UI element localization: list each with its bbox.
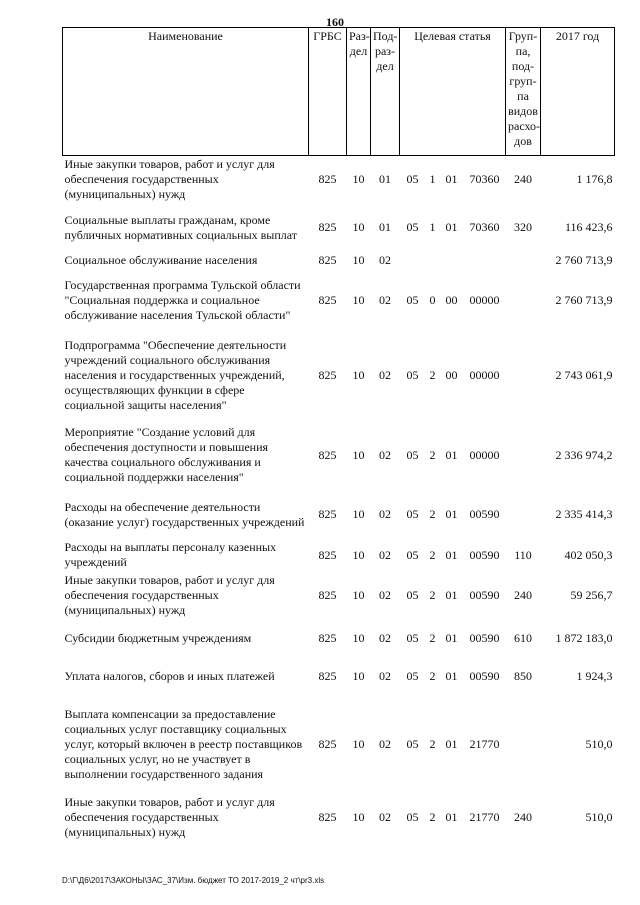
table-row	[63, 252, 615, 270]
row-target-program: 05	[406, 220, 419, 234]
col-header-group: Груп-па, под-груп-па видов расхо-дов	[506, 28, 541, 156]
row-target-program: 05	[406, 507, 419, 521]
row-podrazdel: 01	[379, 220, 391, 234]
row-target-direction	[464, 252, 506, 270]
row-podrazdel: 02	[379, 810, 391, 824]
row-target-program: 05	[406, 669, 419, 683]
table-row	[63, 491, 615, 539]
row-amount: 2 336 974,2	[555, 447, 613, 462]
row-podrazdel: 02	[379, 507, 391, 521]
row-target-direction: 70360	[469, 172, 500, 187]
table-row	[63, 572, 615, 620]
row-podrazdel: 01	[379, 172, 391, 187]
row-razdel: 10	[352, 810, 365, 824]
row-name: Социальное обслуживание населения	[64, 253, 258, 267]
row-target-direction: 21770	[469, 737, 500, 751]
row-amount: 510,0	[585, 737, 613, 751]
row-target-event: 01	[445, 631, 458, 645]
row-target-subprogram: 1	[429, 172, 436, 187]
table-row	[63, 420, 615, 491]
row-podrazdel: 02	[379, 547, 391, 562]
row-grbs: 825	[318, 507, 337, 521]
row-expense-type	[506, 420, 541, 491]
row-razdel: 10	[352, 737, 365, 751]
row-amount: 59 256,7	[570, 588, 613, 602]
row-amount: 402 050,3	[564, 547, 613, 562]
row-expense-type: 110	[514, 547, 532, 562]
row-amount: 2 760 713,9	[555, 253, 613, 267]
row-grbs: 825	[318, 669, 337, 683]
row-target-program: 05	[406, 588, 419, 602]
row-grbs: 825	[318, 292, 337, 307]
row-expense-type: 610	[514, 631, 533, 645]
page-number: 160	[326, 15, 344, 29]
row-target-program: 05	[406, 631, 419, 645]
row-grbs: 825	[318, 588, 337, 602]
row-expense-type	[506, 331, 541, 420]
row-name: Расходы на выплаты персоналу казенных учреждений	[64, 540, 277, 569]
row-target-event: 01	[445, 507, 458, 521]
row-target-direction: 00000	[469, 447, 500, 462]
col-header-year: 2017 год	[541, 28, 615, 156]
row-razdel: 10	[352, 507, 365, 521]
row-amount: 2 335 414,3	[555, 507, 613, 521]
row-razdel: 10	[352, 367, 365, 382]
table-row	[63, 539, 615, 572]
row-name: Иные закупки товаров, работ и услуг для обеспечения государственных (муниципальных) нужд	[64, 157, 275, 202]
row-expense-type: 240	[514, 810, 533, 824]
row-name: Расходы на обеспечение деятельности (оказание услуг) государственных учреждений	[64, 499, 305, 529]
row-target-subprogram: 2	[429, 507, 436, 521]
row-target-subprogram: 2	[429, 367, 436, 382]
table-row	[63, 794, 615, 842]
row-target-subprogram: 2	[429, 447, 436, 462]
row-razdel: 10	[352, 172, 365, 187]
row-razdel: 10	[352, 588, 365, 602]
row-expense-type: 850	[514, 669, 533, 683]
row-amount: 1 176,8	[576, 172, 613, 187]
row-expense-type: 320	[514, 220, 533, 234]
row-target-program: 05	[406, 547, 419, 562]
row-grbs: 825	[318, 367, 337, 382]
row-amount: 2 743 061,9	[555, 367, 613, 382]
row-target-subprogram	[426, 252, 440, 270]
row-podrazdel: 02	[379, 253, 391, 267]
row-target-direction: 00590	[469, 507, 500, 521]
row-name: Мероприятие "Создание условий для обеспечения доступности и повышения качества социального обслуживания и социальной поддержки населения"	[64, 425, 269, 484]
row-razdel: 10	[352, 220, 365, 234]
row-target-direction: 21770	[469, 810, 500, 824]
row-razdel: 10	[352, 669, 365, 683]
row-target-event: 01	[445, 447, 458, 462]
row-grbs: 825	[318, 631, 337, 645]
row-target-event: 01	[445, 220, 458, 234]
row-target-subprogram: 2	[429, 588, 436, 602]
table-row	[63, 156, 615, 204]
row-target-event: 01	[445, 737, 458, 751]
row-target-subprogram: 2	[429, 810, 436, 824]
row-expense-type	[506, 491, 541, 539]
row-target-subprogram: 2	[429, 547, 436, 562]
row-podrazdel: 02	[379, 367, 391, 382]
row-target-event: 01	[445, 547, 458, 562]
row-target-direction: 00000	[469, 292, 500, 307]
row-name: Субсидии бюджетным учреждениям	[64, 631, 252, 645]
row-target-event: 01	[445, 810, 458, 824]
row-grbs: 825	[318, 220, 337, 234]
row-amount: 1 924,3	[576, 669, 613, 683]
row-razdel: 10	[352, 547, 365, 562]
row-podrazdel: 02	[379, 669, 391, 683]
row-target-direction: 00590	[469, 669, 500, 683]
budget-table	[62, 27, 615, 842]
row-target-event: 01	[445, 669, 458, 683]
table-row	[63, 696, 615, 794]
row-amount: 116 423,6	[564, 220, 613, 234]
row-name: Выплата компенсации за предоставление социальных услуг поставщику социальных услуг, который включен в реестр поставщиков социальных услуг, но не участвует в выполнении государственного задания	[64, 707, 303, 781]
row-target-direction: 00590	[469, 588, 500, 602]
col-header-razdel: Раз-дел	[347, 28, 371, 156]
row-razdel: 10	[352, 447, 365, 462]
row-grbs: 825	[318, 172, 337, 187]
row-expense-type	[506, 252, 541, 270]
row-podrazdel: 02	[379, 631, 391, 645]
row-target-direction: 00590	[469, 547, 500, 562]
row-podrazdel: 02	[379, 737, 391, 751]
row-target-program: 05	[406, 172, 419, 187]
row-grbs: 825	[318, 253, 337, 267]
row-podrazdel: 02	[379, 292, 391, 307]
row-razdel: 10	[352, 253, 365, 267]
col-header-target: Целевая статья	[400, 28, 506, 156]
table-row	[63, 620, 615, 658]
row-target-direction: 00000	[469, 367, 500, 382]
row-target-program	[400, 252, 426, 270]
col-header-name: Наименование	[63, 28, 309, 156]
row-amount: 1 872 183,0	[555, 631, 613, 645]
row-expense-type	[506, 270, 541, 331]
row-name: Государственная программа Тульской области "Социальная поддержка и социальное обслуживание населения Тульской области"	[64, 277, 301, 322]
row-grbs: 825	[318, 810, 337, 824]
row-podrazdel: 02	[379, 447, 391, 462]
row-name: Подпрограмма "Обеспечение деятельности учреждений социального обслуживания населения и государственных учреждений, осуществляющих функции в сфере социальной защиты населения"	[64, 337, 287, 412]
row-name: Иные закупки товаров, работ и услуг для обеспечения государственных (муниципальных) нужд	[64, 573, 275, 617]
row-target-subprogram: 2	[429, 631, 436, 645]
row-target-subprogram: 1	[429, 220, 436, 234]
row-amount: 2 760 713,9	[555, 292, 613, 307]
col-header-grbs: ГРБС	[309, 28, 347, 156]
row-expense-type: 240	[514, 588, 533, 602]
row-target-direction: 70360	[469, 220, 500, 234]
table-row	[63, 331, 615, 420]
row-expense-type: 240	[514, 172, 533, 187]
row-grbs: 825	[318, 547, 337, 562]
row-podrazdel: 02	[379, 588, 391, 602]
row-grbs: 825	[318, 737, 337, 751]
table-row	[63, 658, 615, 696]
row-target-program: 05	[406, 447, 419, 462]
row-target-subprogram: 2	[429, 669, 436, 683]
row-target-subprogram: 0	[429, 292, 436, 307]
row-target-program: 05	[406, 367, 419, 382]
row-target-program: 05	[406, 292, 419, 307]
row-name: Уплата налогов, сборов и иных платежей	[64, 669, 275, 683]
row-target-direction: 00590	[469, 631, 500, 645]
row-grbs: 825	[318, 447, 337, 462]
file-path-footer: D:\Г\Д6\2017\ЗАКОНЫ\ЗАС_37\Изм. бюджет ТО 2017-2019_2 чт\pr3.xls	[62, 876, 325, 885]
row-razdel: 10	[352, 292, 365, 307]
row-target-program: 05	[406, 810, 419, 824]
col-header-podrazdel: Под-раз-дел	[371, 28, 400, 156]
row-name: Социальные выплаты гражданам, кроме публичных нормативных социальных выплат	[64, 212, 298, 242]
table-header-row	[63, 28, 615, 156]
row-razdel: 10	[352, 631, 365, 645]
row-target-event: 00	[445, 292, 458, 307]
row-target-event: 00	[445, 367, 458, 382]
row-target-subprogram: 2	[429, 737, 436, 751]
table-row	[63, 204, 615, 252]
row-target-event	[440, 252, 464, 270]
row-amount: 510,0	[585, 810, 613, 824]
row-expense-type	[506, 696, 541, 794]
row-name: Иные закупки товаров, работ и услуг для обеспечения государственных (муниципальных) нужд	[64, 795, 275, 839]
table-row	[63, 270, 615, 331]
row-target-event: 01	[445, 588, 458, 602]
row-target-program: 05	[406, 737, 419, 751]
row-target-event: 01	[445, 172, 458, 187]
